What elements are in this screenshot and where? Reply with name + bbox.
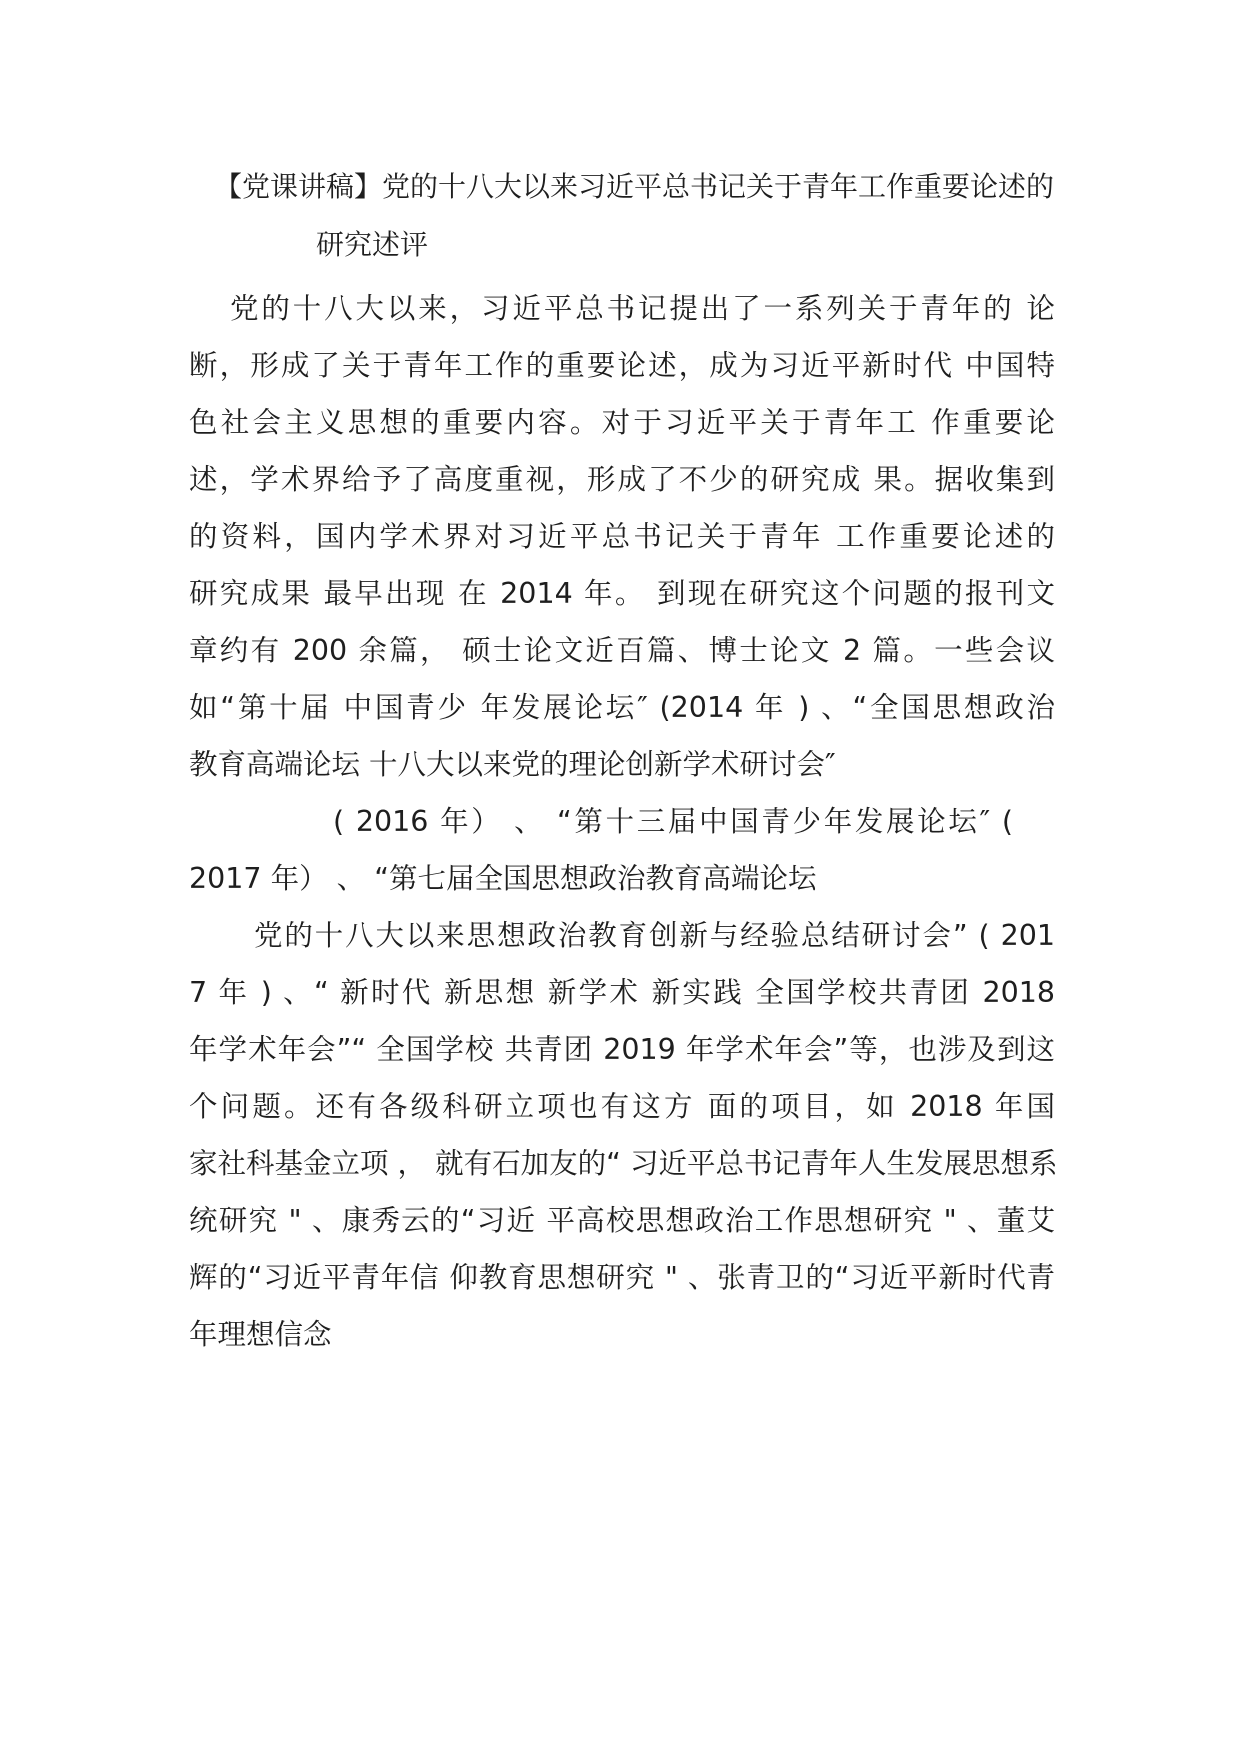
paragraph-line: 个问题。还有各级科研立项也有这方 面的项目，如 2018 年国 bbox=[189, 1090, 1055, 1123]
paragraph-line: 的资料，国内学术界对习近平总书记关于青年 工作重要论述的 bbox=[189, 520, 1055, 553]
paragraph-line: 述，学术界给予了高度重视，形成了不少的研究成 果。据收集到 bbox=[189, 463, 1055, 496]
document-title-line-2: 研究述评 bbox=[316, 228, 429, 261]
paragraph-line: 色社会主义思想的重要内容。对于习近平关于青年工 作重要论 bbox=[189, 406, 1055, 439]
paragraph-line: 党的十八大以来，习近平总书记提出了一系列关于青年的 论 bbox=[230, 292, 1055, 325]
paragraph-line: 断，形成了关于青年工作的重要论述，成为习近平新时代 中国特 bbox=[189, 349, 1055, 382]
paragraph-line: ( 2016 年） 、 “第十三届中国青少年发展论坛″ ( bbox=[333, 805, 1013, 838]
document-title-line-1: 【党课讲稿】党的十八大以来习近平总书记关于青年工作重要论述的 bbox=[214, 170, 1055, 203]
paragraph-line: 7 年 ) 、“ 新时代 新思想 新学术 新实践 全国学校共青团 2018 bbox=[189, 976, 1055, 1009]
paragraph-line: 章约有 200 余篇， 硕士论文近百篇、博士论文 2 篇。一些会议 bbox=[189, 634, 1055, 667]
paragraph-line: 年学术年会”“ 全国学校 共青团 2019 年学术年会”等，也涉及到这 bbox=[189, 1033, 1055, 1066]
paragraph-line: 教育高端论坛 十八大以来党的理论创新学术研讨会″ bbox=[189, 748, 836, 781]
paragraph-line: 如“第十届 中国青少 年发展论坛″ (2014 年 ) 、“全国思想政治 bbox=[189, 691, 1055, 724]
paragraph-line: 年理想信念 bbox=[189, 1318, 332, 1351]
paragraph-line: 统研究 " 、康秀云的“习近 平高校思想政治工作思想研究 " 、董艾 bbox=[189, 1204, 1055, 1237]
paragraph-line: 研究成果 最早出现 在 2014 年。 到现在研究这个问题的报刊文 bbox=[189, 577, 1055, 610]
paragraph-line: 家社科基金立项 ， 就有石加友的“ 习近平总书记青年人生发展思想系 bbox=[189, 1147, 1058, 1180]
paragraph-line: 党的十八大以来思想政治教育创新与经验总结研讨会” ( 201 bbox=[254, 919, 1055, 952]
paragraph-line: 辉的“习近平青年信 仰教育思想研究 " 、张青卫的“习近平新时代青 bbox=[189, 1261, 1055, 1294]
paragraph-line: 2017 年） 、 “第七届全国思想政治教育高端论坛 bbox=[189, 862, 817, 895]
